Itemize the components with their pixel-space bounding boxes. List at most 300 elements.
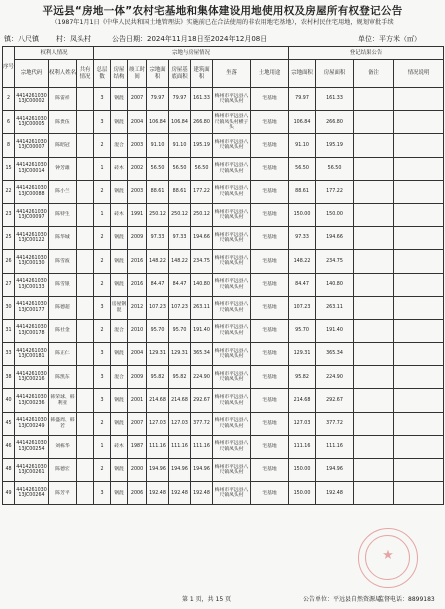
table-row <box>3 203 444 226</box>
row-parcel-area: 95.70 <box>147 319 169 342</box>
row-owner-name: 陈昭冠 <box>49 134 77 157</box>
row-parcel-code: 441426103013JC00249 <box>15 412 49 435</box>
row-building-area: 177.22 <box>191 180 213 203</box>
row-remark <box>354 111 394 134</box>
row-building-area: 194.66 <box>191 227 213 250</box>
row-co-ownership <box>77 482 94 505</box>
row-owner-name: 陈小兰 <box>49 180 77 203</box>
row-owner-name: 陈雷祥 <box>49 88 77 111</box>
row-parcel-area: 91.10 <box>147 134 169 157</box>
row-location: 梅州市平远县八尺镇凤头村 <box>213 227 251 250</box>
row-structure: 钢混 <box>111 389 128 412</box>
row-seq: 2 <box>3 88 15 111</box>
row-parcel-area: 84.47 <box>147 273 169 296</box>
row-seq: 15 <box>3 157 15 180</box>
row-parcel-area: 111.16 <box>147 435 169 458</box>
row-structure: 混合 <box>111 134 128 157</box>
row-land-use: 宅基地 <box>251 227 289 250</box>
header-registration-group: 登记结果公告 <box>289 47 444 60</box>
row-reg-parcel-area: 150.00 <box>289 482 316 505</box>
row-seq: 33 <box>3 343 15 366</box>
row-structure: 钢混 <box>111 180 128 203</box>
header-house-group: 宗地与房屋情况 <box>94 47 289 60</box>
row-building-area: 263.11 <box>191 296 213 319</box>
row-co-ownership <box>77 134 94 157</box>
row-seq: 25 <box>3 227 15 250</box>
table-row <box>3 157 444 180</box>
row-completion-year: 2009 <box>128 227 147 250</box>
row-owner-name: 陈贵伍 <box>49 111 77 134</box>
row-remark <box>354 459 394 482</box>
row-reg-parcel-area: 84.47 <box>289 273 316 296</box>
row-base-area: 95.70 <box>169 319 191 342</box>
row-completion-year: 2010 <box>128 319 147 342</box>
row-completion-year: 2007 <box>128 88 147 111</box>
row-reg-parcel-area: 79.97 <box>289 88 316 111</box>
registration-table <box>2 46 444 505</box>
row-base-area: 84.47 <box>169 273 191 296</box>
row-building-area: 234.75 <box>191 250 213 273</box>
row-building-area: 266.80 <box>191 111 213 134</box>
header-building-area: 建筑面积 <box>191 60 213 88</box>
table-body <box>3 88 444 505</box>
row-co-ownership <box>77 250 94 273</box>
row-location: 梅州市平远县八尺镇凤头村 <box>213 482 251 505</box>
row-remark <box>354 88 394 111</box>
row-completion-year: 2006 <box>128 482 147 505</box>
row-seq: 40 <box>3 389 15 412</box>
row-remark <box>354 389 394 412</box>
row-reg-parcel-area: 97.33 <box>289 227 316 250</box>
row-remark <box>354 203 394 226</box>
header-floors: 总层数 <box>94 60 111 88</box>
row-situation <box>394 366 444 389</box>
row-parcel-area: 56.50 <box>147 157 169 180</box>
row-situation <box>394 412 444 435</box>
row-parcel-code: 441426103013JC00177 <box>15 296 49 319</box>
row-co-ownership <box>77 366 94 389</box>
row-remark <box>354 250 394 273</box>
table-row <box>3 134 444 157</box>
row-reg-building-area: 234.75 <box>316 250 354 273</box>
row-remark <box>354 482 394 505</box>
row-owner-name: 陈雪波 <box>49 250 77 273</box>
row-completion-year: 2001 <box>128 389 147 412</box>
row-completion-year: 2016 <box>128 273 147 296</box>
row-co-ownership <box>77 88 94 111</box>
row-land-use: 宅基地 <box>251 459 289 482</box>
row-parcel-code: 441426103013JC00088 <box>15 180 49 203</box>
row-location: 梅州市平远县八尺镇凤头村 <box>213 250 251 273</box>
row-floors: 3 <box>94 111 111 134</box>
row-completion-year: 1991 <box>128 203 147 226</box>
row-co-ownership <box>77 227 94 250</box>
header-owner-group: 权利人情况 <box>15 47 94 60</box>
row-situation <box>394 157 444 180</box>
row-parcel-code: 441426103013JC00122 <box>15 227 49 250</box>
row-base-area: 95.82 <box>169 366 191 389</box>
table-row <box>3 482 444 505</box>
row-reg-parcel-area: 56.50 <box>289 157 316 180</box>
page-title: 平远县“房地一体”农村宅基地和集体建设用地使用权及房屋所有权登记公告 <box>42 5 403 17</box>
header-reg-parcel-area: 宗地面积 <box>289 60 316 88</box>
row-land-use: 宅基地 <box>251 296 289 319</box>
row-land-use: 宅基地 <box>251 111 289 134</box>
row-completion-year: 2002 <box>128 157 147 180</box>
row-co-ownership <box>77 343 94 366</box>
row-location: 梅州市平远县八尺镇凤头村 <box>213 273 251 296</box>
row-reg-building-area: 111.16 <box>316 435 354 458</box>
row-parcel-area: 79.97 <box>147 88 169 111</box>
row-reg-parcel-area: 95.70 <box>289 319 316 342</box>
row-parcel-code: 441426103013JC00005 <box>15 111 49 134</box>
row-reg-building-area: 140.80 <box>316 273 354 296</box>
row-situation <box>394 180 444 203</box>
row-land-use: 宅基地 <box>251 366 289 389</box>
row-completion-year: 2003 <box>128 180 147 203</box>
header-completion-year: 竣工时间 <box>128 60 147 88</box>
row-situation <box>394 111 444 134</box>
row-base-area: 129.31 <box>169 343 191 366</box>
row-reg-parcel-area: 107.23 <box>289 296 316 319</box>
village-label: 村：凤头村 <box>56 35 91 43</box>
row-situation <box>394 227 444 250</box>
row-owner-name: 刘栋华 <box>49 435 77 458</box>
row-land-use: 宅基地 <box>251 180 289 203</box>
row-reg-parcel-area: 150.00 <box>289 203 316 226</box>
row-situation <box>394 482 444 505</box>
row-remark <box>354 180 394 203</box>
row-location: 梅州市平远县八尺镇凤头村 <box>213 88 251 111</box>
row-owner-name: 陈特生 <box>49 203 77 226</box>
row-location: 梅州市平远县八尺镇凤头村 <box>213 412 251 435</box>
row-parcel-code: 441426103013JC00007 <box>15 134 49 157</box>
row-structure: 钢混 <box>111 111 128 134</box>
row-land-use: 宅基地 <box>251 134 289 157</box>
row-seq: 30 <box>3 296 15 319</box>
header-base-area: 房屋基底面积 <box>169 60 191 88</box>
row-parcel-area: 106.84 <box>147 111 169 134</box>
row-reg-building-area: 292.67 <box>316 389 354 412</box>
row-remark <box>354 157 394 180</box>
row-situation <box>394 273 444 296</box>
row-location: 梅州市平远县八尺镇凤头村 <box>213 435 251 458</box>
row-completion-year: 2007 <box>128 412 147 435</box>
row-floors: 2 <box>94 134 111 157</box>
row-situation <box>394 343 444 366</box>
row-structure: 钢混 <box>111 482 128 505</box>
row-structure: 钢混 <box>111 250 128 273</box>
row-reg-parcel-area: 106.84 <box>289 111 316 134</box>
header-co-ownership: 共有情况 <box>77 60 94 88</box>
row-base-area: 214.68 <box>169 389 191 412</box>
row-building-area: 194.96 <box>191 459 213 482</box>
row-floors: 1 <box>94 203 111 226</box>
row-parcel-area: 127.03 <box>147 412 169 435</box>
row-seq: 8 <box>3 134 15 157</box>
header-parcel-code: 宗地代码 <box>15 60 49 88</box>
row-floors: 2 <box>94 459 111 482</box>
header-reg-building-area: 房屋面积 <box>316 60 354 88</box>
row-parcel-code: 441426103013JC00181 <box>15 343 49 366</box>
row-parcel-code: 441426103013JC00014 <box>15 157 49 180</box>
row-parcel-code: 441426103013JC00002 <box>15 88 49 111</box>
row-land-use: 宅基地 <box>251 343 289 366</box>
row-parcel-code: 441426103013JC00097 <box>15 203 49 226</box>
row-seq: 48 <box>3 459 15 482</box>
row-structure: 混合 <box>111 319 128 342</box>
row-seq: 31 <box>3 319 15 342</box>
table-row <box>3 343 444 366</box>
row-building-area: 365.34 <box>191 343 213 366</box>
row-floors: 2 <box>94 273 111 296</box>
row-situation <box>394 435 444 458</box>
row-seq: 38 <box>3 366 15 389</box>
row-location: 梅州市平远县八尺镇凤头村 <box>213 134 251 157</box>
row-base-area: 91.10 <box>169 134 191 157</box>
row-co-ownership <box>77 111 94 134</box>
row-reg-parcel-area: 88.61 <box>289 180 316 203</box>
row-co-ownership <box>77 319 94 342</box>
official-seal <box>358 528 418 588</box>
row-land-use: 宅基地 <box>251 412 289 435</box>
row-seq: 23 <box>3 203 15 226</box>
row-co-ownership <box>77 412 94 435</box>
table-row <box>3 389 444 412</box>
row-completion-year: 2012 <box>128 296 147 319</box>
row-reg-building-area: 192.48 <box>316 482 354 505</box>
row-base-area: 250.12 <box>169 203 191 226</box>
row-building-area: 195.19 <box>191 134 213 157</box>
row-location: 梅州市平远县八尺镇凤头村 <box>213 366 251 389</box>
row-parcel-area: 192.48 <box>147 482 169 505</box>
row-structure: 钢混 <box>111 273 128 296</box>
row-remark <box>354 435 394 458</box>
row-reg-building-area: 191.40 <box>316 319 354 342</box>
row-reg-building-area: 177.22 <box>316 180 354 203</box>
row-reg-building-area: 194.66 <box>316 227 354 250</box>
phone-label: 监督电话：8899183 <box>378 596 435 603</box>
table-row <box>3 435 444 458</box>
row-floors: 2 <box>94 180 111 203</box>
row-co-ownership <box>77 157 94 180</box>
row-structure: 钢混 <box>111 459 128 482</box>
row-reg-parcel-area: 111.16 <box>289 435 316 458</box>
row-reg-parcel-area: 214.68 <box>289 389 316 412</box>
row-seq: 22 <box>3 180 15 203</box>
row-co-ownership <box>77 389 94 412</box>
row-seq: 49 <box>3 482 15 505</box>
row-base-area: 97.33 <box>169 227 191 250</box>
row-base-area: 88.61 <box>169 180 191 203</box>
row-remark <box>354 412 394 435</box>
row-remark <box>354 319 394 342</box>
row-structure: 钢混 <box>111 88 128 111</box>
row-co-ownership <box>77 435 94 458</box>
row-parcel-area: 97.33 <box>147 227 169 250</box>
row-reg-building-area: 263.11 <box>316 296 354 319</box>
row-owner-name: 陈德超 <box>49 296 77 319</box>
table-row <box>3 319 444 342</box>
row-location: 梅州市平远县八尺镇凤头村 <box>213 389 251 412</box>
row-situation <box>394 88 444 111</box>
row-co-ownership <box>77 203 94 226</box>
row-parcel-code: 441426103013JC00178 <box>15 319 49 342</box>
row-parcel-area: 148.22 <box>147 250 169 273</box>
row-parcel-area: 194.96 <box>147 459 169 482</box>
row-structure: 房屋钢混 <box>111 296 128 319</box>
header-parcel-area: 宗地面积 <box>147 60 169 88</box>
row-parcel-area: 129.31 <box>147 343 169 366</box>
row-land-use: 宅基地 <box>251 88 289 111</box>
table-row <box>3 273 444 296</box>
table-row <box>3 250 444 273</box>
row-completion-year: 2004 <box>128 343 147 366</box>
row-location: 梅州市平远县八尺镇凤头村 <box>213 296 251 319</box>
row-reg-building-area: 150.00 <box>316 203 354 226</box>
row-floors: 3 <box>94 366 111 389</box>
row-land-use: 宅基地 <box>251 203 289 226</box>
row-building-area: 377.72 <box>191 412 213 435</box>
header-owner-name: 权利人姓名 <box>49 60 77 88</box>
row-reg-building-area: 194.96 <box>316 459 354 482</box>
row-base-area: 192.48 <box>169 482 191 505</box>
row-land-use: 宅基地 <box>251 319 289 342</box>
row-building-area: 192.48 <box>191 482 213 505</box>
row-owner-name: 陈华城 <box>49 227 77 250</box>
row-situation <box>394 203 444 226</box>
row-land-use: 宅基地 <box>251 435 289 458</box>
row-seq: 46 <box>3 435 15 458</box>
row-reg-parcel-area: 127.03 <box>289 412 316 435</box>
row-location: 梅州市平远县八尺镇凤头村 <box>213 180 251 203</box>
row-co-ownership <box>77 459 94 482</box>
row-owner-name: 陈正仁 <box>49 343 77 366</box>
row-land-use: 宅基地 <box>251 389 289 412</box>
page-number: 第 1 页，共 15 页 <box>182 596 232 603</box>
row-floors: 2 <box>94 319 111 342</box>
row-situation <box>394 319 444 342</box>
row-owner-name: 陈德宏 <box>49 459 77 482</box>
header-seq: 序号 <box>3 47 15 88</box>
row-completion-year: 2016 <box>128 250 147 273</box>
row-structure: 混合 <box>111 366 128 389</box>
row-structure: 钢混 <box>111 412 128 435</box>
row-location: 梅州市平远县八尺镇凤头村 <box>213 203 251 226</box>
header-structure: 房屋结构 <box>111 60 128 88</box>
row-building-area: 250.12 <box>191 203 213 226</box>
row-base-area: 148.22 <box>169 250 191 273</box>
row-completion-year: 1987 <box>128 435 147 458</box>
row-co-ownership <box>77 180 94 203</box>
header-land-use: 土地用途 <box>251 60 289 88</box>
table-row <box>3 227 444 250</box>
row-location: 梅州市平远县八尺镇凤头村 <box>213 319 251 342</box>
table-row <box>3 459 444 482</box>
row-completion-year: 2004 <box>128 111 147 134</box>
table-row <box>3 412 444 435</box>
row-situation <box>394 296 444 319</box>
row-parcel-area: 107.23 <box>147 296 169 319</box>
row-parcel-code: 441426103013JC00261 <box>15 459 49 482</box>
table-row <box>3 88 444 111</box>
row-seq: 45 <box>3 412 15 435</box>
row-land-use: 宅基地 <box>251 250 289 273</box>
row-floors: 3 <box>94 88 111 111</box>
row-structure: 砖木 <box>111 157 128 180</box>
row-floors: 2 <box>94 250 111 273</box>
row-owner-name: 钟芳雄 <box>49 157 77 180</box>
row-completion-year: 2003 <box>128 134 147 157</box>
row-parcel-area: 214.68 <box>147 389 169 412</box>
row-base-area: 107.23 <box>169 296 191 319</box>
issuer-label: 公告单位：平远县自然资源局 <box>303 596 382 603</box>
row-building-area: 292.67 <box>191 389 213 412</box>
row-base-area: 56.50 <box>169 157 191 180</box>
row-building-area: 191.40 <box>191 319 213 342</box>
row-building-area: 140.80 <box>191 273 213 296</box>
row-parcel-code: 441426103013JC00130 <box>15 250 49 273</box>
row-parcel-code: 441426103013JC00236 <box>15 389 49 412</box>
row-base-area: 194.96 <box>169 459 191 482</box>
row-remark <box>354 227 394 250</box>
row-co-ownership <box>77 296 94 319</box>
header-situation: 情况说明 <box>394 60 444 88</box>
row-floors: 2 <box>94 412 111 435</box>
row-parcel-area: 88.61 <box>147 180 169 203</box>
row-parcel-code: 441426103013JC00254 <box>15 435 49 458</box>
seal-star-icon: ★ <box>382 548 394 563</box>
table-row <box>3 111 444 134</box>
row-parcel-code: 441426103013JC00264 <box>15 482 49 505</box>
row-location: 梅州市平远县八尺镇凤头村 <box>213 343 251 366</box>
row-situation <box>394 250 444 273</box>
row-completion-year: 2000 <box>128 459 147 482</box>
row-owner-name: 陈雪银 <box>49 273 77 296</box>
row-situation <box>394 389 444 412</box>
row-reg-parcel-area: 129.31 <box>289 343 316 366</box>
row-parcel-area: 250.12 <box>147 203 169 226</box>
row-base-area: 127.03 <box>169 412 191 435</box>
row-reg-parcel-area: 91.10 <box>289 134 316 157</box>
row-remark <box>354 134 394 157</box>
row-reg-building-area: 161.33 <box>316 88 354 111</box>
row-owner-name: 陈社金 <box>49 319 77 342</box>
row-structure: 钢混 <box>111 343 128 366</box>
row-remark <box>354 343 394 366</box>
row-seq: 27 <box>3 273 15 296</box>
row-parcel-area: 95.82 <box>147 366 169 389</box>
row-completion-year: 2009 <box>128 366 147 389</box>
row-situation <box>394 459 444 482</box>
announcement-period: 公告日期：2024年11月18日至2024年12月08日 <box>112 35 268 43</box>
row-reg-building-area: 377.72 <box>316 412 354 435</box>
row-reg-parcel-area: 148.22 <box>289 250 316 273</box>
row-reg-parcel-area: 95.82 <box>289 366 316 389</box>
row-structure: 砖木 <box>111 435 128 458</box>
row-floors: 1 <box>94 435 111 458</box>
row-floors: 3 <box>94 482 111 505</box>
row-owner-name: 韩荣球、韩利亚 <box>49 389 77 412</box>
header-remark: 备注 <box>354 60 394 88</box>
row-land-use: 宅基地 <box>251 482 289 505</box>
row-remark <box>354 296 394 319</box>
row-parcel-code: 441426103013JC00216 <box>15 366 49 389</box>
row-reg-building-area: 365.34 <box>316 343 354 366</box>
row-reg-parcel-area: 150.00 <box>289 459 316 482</box>
row-building-area: 161.33 <box>191 88 213 111</box>
table-row <box>3 296 444 319</box>
